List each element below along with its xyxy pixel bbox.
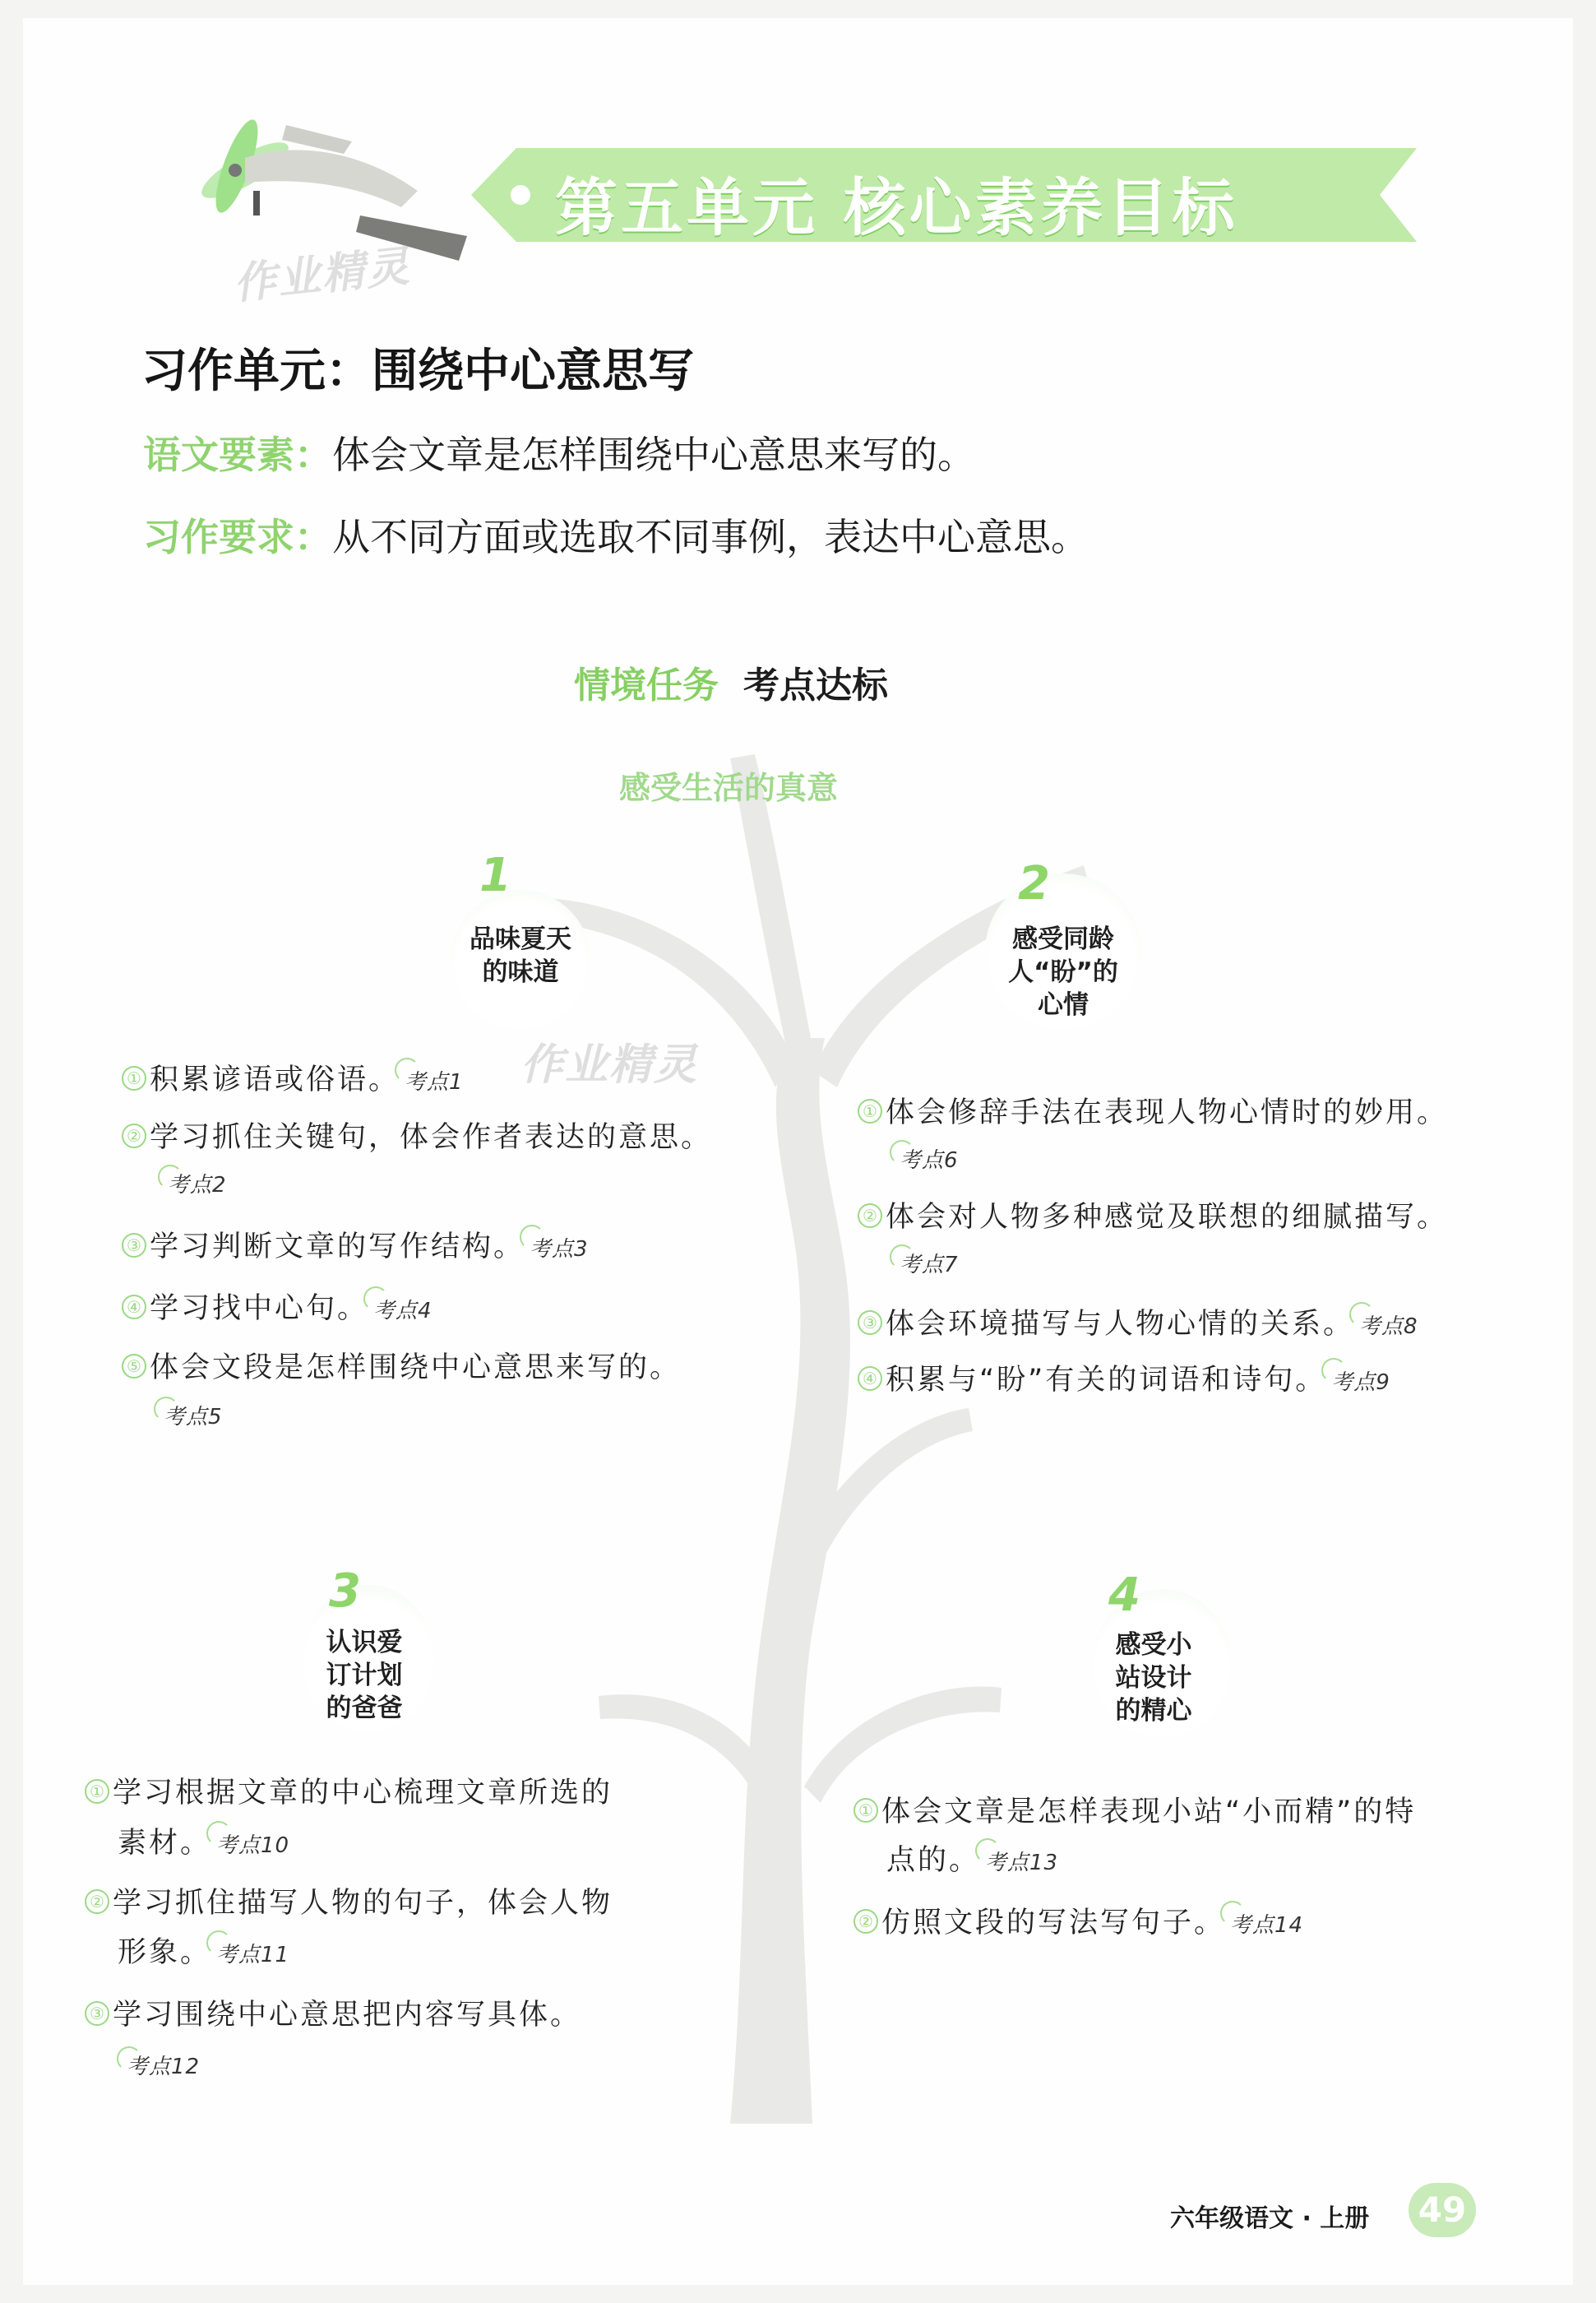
item-text: 学习抓住描写人物的句子，体会人物 xyxy=(113,1887,613,1920)
kaodian-tag: 考点4 xyxy=(368,1290,433,1332)
item-marker: ① xyxy=(858,1099,882,1124)
item-marker: ③ xyxy=(858,1310,882,1335)
topic-label xyxy=(451,923,590,989)
item-text: 学习找中心句。 xyxy=(150,1292,369,1325)
list-item-kaodian xyxy=(122,2050,200,2080)
topic-label-line: 人“盼”的 xyxy=(1008,957,1118,987)
item-text: 仿照文段的写法写句子。 xyxy=(881,1907,1226,1939)
item-marker: ⑤ xyxy=(122,1354,146,1379)
topic-number: 1 xyxy=(479,849,511,902)
kaodian-tag: 考点11 xyxy=(211,1934,289,1976)
item-text: 点的。 xyxy=(886,1844,981,1877)
kaodian-tag: 考点6 xyxy=(895,1143,959,1174)
list-item xyxy=(85,1772,613,1814)
item-marker: ② xyxy=(122,1124,146,1148)
watermark: 作业精灵 xyxy=(231,241,414,310)
list-item xyxy=(858,1196,1448,1239)
list-item xyxy=(858,1303,1418,1348)
list-item xyxy=(122,1287,433,1332)
item-text: 体会环境描写与人物心情的关系。 xyxy=(886,1308,1355,1341)
item-text: 体会修辞手法在表现人物心情时的妙用。 xyxy=(886,1096,1449,1129)
topic-label-line: 的爸爸 xyxy=(326,1694,403,1723)
requirement-text: 从不同方面或选取不同事例，表达中心意思。 xyxy=(332,515,1089,559)
unit-title: 习作单元：围绕中心意思写 xyxy=(141,344,694,398)
topic-number: 3 xyxy=(329,1564,361,1618)
item-text: 体会文段是怎样围绕中心意思来写的。 xyxy=(150,1351,682,1384)
list-item xyxy=(854,1902,1303,1947)
kaodian-tag: 考点12 xyxy=(122,2050,200,2080)
kaodian-tag: 考点14 xyxy=(1225,1904,1303,1947)
list-item-kaodian xyxy=(159,1400,223,1430)
list-item xyxy=(858,1091,1448,1134)
kaodian-tag: 考点3 xyxy=(525,1228,589,1271)
item-text: 体会对人物多种感觉及联想的细腻描写。 xyxy=(886,1201,1449,1234)
workbook-page xyxy=(23,18,1573,2285)
topic-label-line: 心情 xyxy=(1038,990,1089,1020)
topic-number: 2 xyxy=(1018,857,1050,911)
item-marker: ② xyxy=(858,1203,882,1228)
item-marker: ④ xyxy=(122,1295,146,1319)
topic-label-line: 的味道 xyxy=(482,957,559,987)
topic-label xyxy=(1092,1629,1215,1727)
item-marker: ③ xyxy=(85,2001,109,2026)
requirement-label: 语文要素： xyxy=(143,433,332,477)
watermark: 作业精灵 xyxy=(520,1040,699,1090)
list-item-kaodian xyxy=(163,1168,227,1198)
topic-label xyxy=(303,1626,426,1725)
kaodian-tag: 考点7 xyxy=(895,1248,959,1278)
item-text: 学习判断文章的写作结构。 xyxy=(150,1230,525,1263)
list-item xyxy=(122,1116,712,1159)
kaodian-tag: 考点5 xyxy=(159,1400,223,1430)
task-heading xyxy=(574,656,888,708)
list-item xyxy=(85,1882,613,1925)
item-marker: ② xyxy=(85,1889,109,1914)
topic-label-line: 感受同龄 xyxy=(1012,924,1114,954)
page-number-badge: 49 xyxy=(1409,2183,1476,2237)
list-item xyxy=(122,1226,589,1271)
requirement-label: 习作要求： xyxy=(143,515,332,559)
item-text: 素材。 xyxy=(118,1827,212,1860)
list-item-continued xyxy=(886,1839,1058,1884)
item-marker: ① xyxy=(122,1066,146,1091)
requirement-text: 体会文章是怎样围绕中心意思来写的。 xyxy=(332,433,975,477)
list-item-continued xyxy=(118,1931,289,1976)
list-item-kaodian xyxy=(895,1143,959,1174)
item-marker: ① xyxy=(854,1798,878,1823)
task-heading-black: 考点达标 xyxy=(743,665,888,707)
kaodian-tag: 考点2 xyxy=(163,1168,227,1198)
list-item xyxy=(122,1346,681,1389)
item-text: 积累与“盼”有关的词语和诗句。 xyxy=(886,1364,1327,1397)
requirement-row xyxy=(143,507,1089,562)
topic-label-line: 的精心 xyxy=(1115,1696,1192,1726)
item-text: 体会文章是怎样表现小站“小而精”的特 xyxy=(881,1796,1417,1828)
unit-banner xyxy=(471,148,1417,242)
list-item xyxy=(85,1994,581,2037)
kaodian-tag: 考点9 xyxy=(1326,1361,1390,1404)
task-heading-green: 情境任务 xyxy=(574,665,719,707)
kaodian-tag: 考点8 xyxy=(1354,1305,1418,1348)
list-item-kaodian xyxy=(895,1248,959,1278)
item-text: 学习抓住关键句，体会作者表达的意思。 xyxy=(150,1121,713,1154)
topic-label-line: 感受小 xyxy=(1115,1630,1192,1660)
item-marker: ③ xyxy=(122,1233,146,1258)
list-item xyxy=(858,1359,1390,1404)
topic-label-line: 订计划 xyxy=(326,1661,403,1690)
banner-title: 第五单元 核心素养目标 xyxy=(555,171,1238,244)
list-item-continued xyxy=(118,1822,289,1867)
item-text: 形象。 xyxy=(118,1936,212,1969)
topic-number: 4 xyxy=(1108,1569,1140,1622)
kaodian-tag: 考点1 xyxy=(400,1061,464,1104)
item-text: 积累谚语或俗语。 xyxy=(150,1063,400,1096)
topic-label-line: 站设计 xyxy=(1115,1663,1192,1693)
item-text: 学习围绕中心意思把内容写具体。 xyxy=(113,1999,582,2032)
item-marker: ② xyxy=(854,1909,878,1934)
theme-heading: 感受生活的真意 xyxy=(619,770,839,806)
kaodian-tag: 考点10 xyxy=(211,1824,289,1867)
item-marker: ① xyxy=(85,1779,109,1804)
list-item xyxy=(854,1791,1416,1833)
topic-label xyxy=(985,923,1141,1022)
list-item xyxy=(122,1059,464,1104)
requirement-row xyxy=(143,425,975,480)
kaodian-tag: 考点13 xyxy=(980,1842,1058,1884)
item-marker: ④ xyxy=(858,1366,882,1391)
topic-label-line: 认识爱 xyxy=(326,1628,403,1657)
item-text: 学习根据文章的中心梳理文章所选的 xyxy=(113,1777,613,1810)
topic-label-line: 品味夏天 xyxy=(470,924,571,954)
book-title: 六年级语文 · 上册 xyxy=(1170,2204,1370,2233)
